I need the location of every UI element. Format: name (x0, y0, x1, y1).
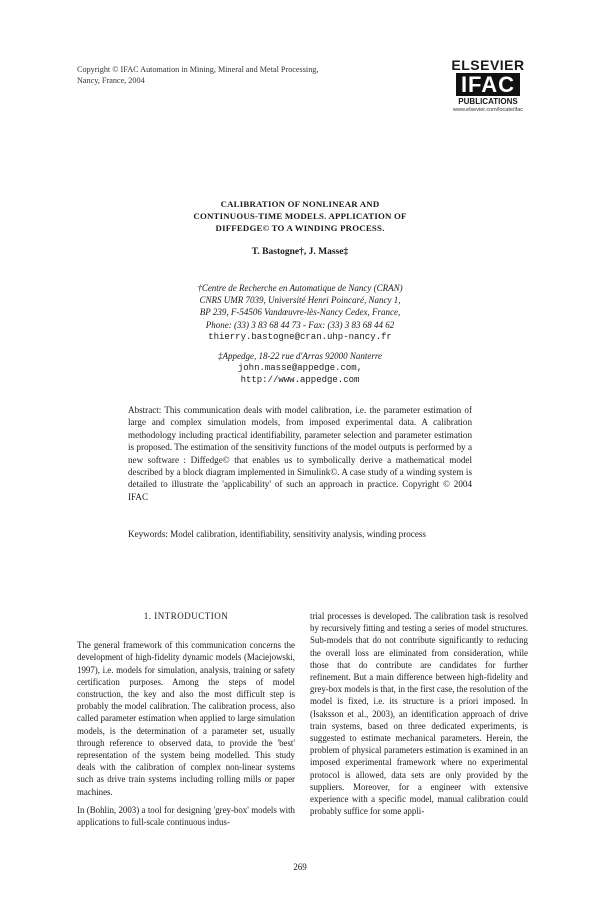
section-heading: 1. INTRODUCTION (143, 611, 229, 621)
affiliation-cran (130, 282, 470, 343)
affiliation-appedge (130, 350, 470, 387)
left-column (77, 610, 295, 834)
paper-title (150, 198, 450, 234)
title-line: CONTINUOUS-TIME MODELS. APPLICATION OF (193, 211, 407, 221)
keywords: Keywords: Model calibration, identifiability, sensitivity analysis, winding process (128, 529, 426, 539)
logo-publications-text: PUBLICATIONS (458, 97, 518, 106)
affiliation-line: †Centre de Recherche en Automatique de Nancy (CRAN) (197, 283, 403, 293)
logo-url: www.elsevier.com/locate/ifac (453, 107, 523, 113)
logo-elsevier-text: ELSEVIER (451, 57, 525, 73)
page-number: 269 (293, 862, 307, 872)
affiliation-line: ‡Appedge, 18-22 rue d'Arras 92000 Nanterre (217, 351, 383, 361)
authors: T. Bastogne†, J. Masse‡ (251, 247, 349, 257)
paragraph: The general framework of this communication concerns the development of high-fidelity dynamic models (Maciejowski, 1997), i.e. models for simulation, analysis, training or safety certification purposes. Among the steps of model construction, the key and also the most difficult step is probably the model calibration. The calibration process, also called parameter estimation when applied to large simulation models, is the determination of a parameter set, usually through reference to observed data, to provide the 'best' representation of the system being modelled. This study deals with the calibration of complex non-linear systems such as drive train systems including rolling mills or paper machines. (77, 640, 295, 797)
website-url: http://www.appedge.com (240, 375, 360, 386)
affiliation-line: Phone: (33) 3 83 68 44 73 - Fax: (33) 3 83 68 44 62 (205, 319, 395, 330)
elsevier-ifac-logo (448, 58, 528, 114)
paragraph: trial processes is developed. The calibration task is resolved by recursively fitting and testing a series of model structures. Sub-models that do not contribute significantly to reducing the overall loss are eliminated from consideration, while those that do contribute are candidates for further refinement. But a main difference between high-fidelity and grey-box models is that, in the first case, the resolution of the model is fixed, i.e. its structure is a priori imposed. In (Isaksson et al., 2003), an identification approach of drive train systems, based on three dedicated experiments, is suggested to estimate mechanical parameters. Herein, the problem of physical parameters estimation is examined in an imposed experimental framework where no experimental protocol is allowed, data sets are only provided by the suppliers. Moreover, for a engineer with extensive experience with a specific model, manual calibration could probably suffice for some appli- (310, 611, 528, 817)
logo-ifac-text: IFAC (456, 73, 520, 96)
right-column (310, 610, 528, 823)
copyright-line: Nancy, France, 2004 (77, 76, 145, 85)
title-line: CALIBRATION OF NONLINEAR AND (220, 199, 380, 209)
copyright-notice (77, 64, 367, 86)
affiliation-line: CNRS UMR 7039, Université Henri Poincaré, Nancy 1, (199, 295, 401, 306)
copyright-line: Copyright © IFAC Automation in Mining, Mineral and Metal Processing, (77, 65, 319, 74)
email-address: thierry.bastogne@cran.uhp-nancy.fr (208, 331, 392, 342)
email-address: john.masse@appedge.com, (237, 363, 363, 374)
abstract: Abstract: This communication deals with model calibration, i.e. the parameter estimation of large and complex simulation models, from imposed experimental data. A calibration methodology including practical identifiability, parameter selection and parameter estimation is proposed. The estimation of the sensitivity functions of the model outputs is performed by a new software : Diffedge© that enables us to symbolically derive a mathematical model described by a block diagram implemented in Simulink©. A case study of a winding system is detailed to illustrate the 'applicability' of such an approach in practice. Copyright © 2004 IFAC (128, 405, 472, 502)
paragraph: In (Bohlin, 2003) a tool for designing 'grey-box' models with applications to full-scale continuous indus- (77, 804, 295, 828)
title-line: DIFFEDGE© TO A WINDING PROCESS. (215, 223, 385, 233)
affiliation-line: BP 239, F-54506 Vandœuvre-lès-Nancy Cedex, France, (199, 307, 401, 318)
